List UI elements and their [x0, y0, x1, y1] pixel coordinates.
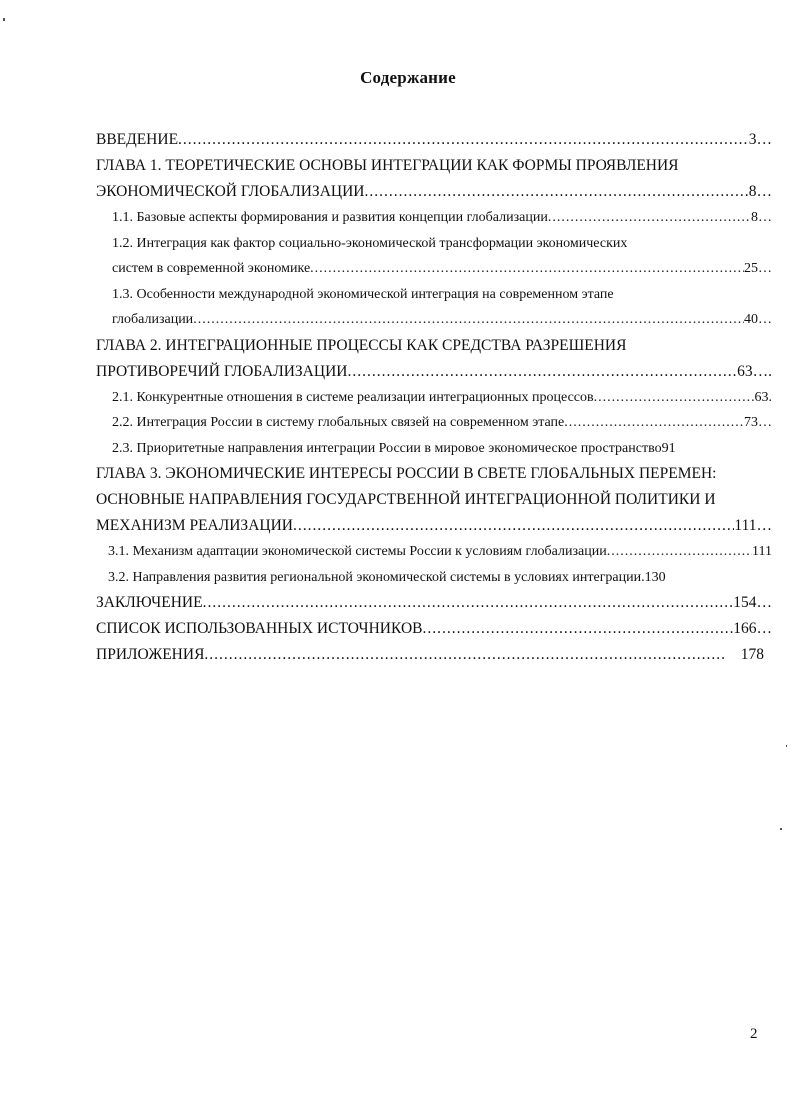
toc-page-number: 3… — [748, 131, 772, 148]
toc-entry-text: ВВЕДЕНИЕ — [96, 131, 179, 148]
toc-entry-section-1-3-line1[interactable] — [96, 282, 772, 308]
toc-entry-chapter2[interactable] — [96, 359, 772, 385]
toc-entry-section-3-1[interactable] — [96, 539, 772, 565]
toc-entry-conclusion[interactable] — [96, 590, 772, 616]
toc-entry-text: СПИСОК ИСПОЛЬЗОВАННЫХ ИСТОЧНИКОВ — [96, 620, 423, 637]
toc-entry-section-2-1[interactable] — [96, 385, 772, 411]
toc-page-number: 63…. — [737, 362, 772, 380]
leader-dots — [364, 179, 748, 205]
scan-speck — [780, 828, 782, 830]
toc-entry-section-1-3[interactable] — [96, 307, 772, 333]
leader-dots — [564, 410, 744, 436]
toc-entry-text: ПРОТИВОРЕЧИЙ ГЛОБАЛИЗАЦИИ — [96, 362, 348, 380]
toc-entry-chapter3-line1[interactable] — [96, 461, 772, 487]
toc-page-number: 111 — [752, 544, 772, 559]
toc-entry-chapter3[interactable] — [96, 513, 772, 539]
toc-entry-text: 3.2. Направления развития региональной экономической системы в условиях интеграции — [108, 569, 642, 585]
toc-page-number: 63. — [754, 389, 772, 405]
toc-page-number: 25… — [744, 261, 772, 276]
toc-entry-text: глобализации — [112, 312, 194, 327]
toc-entry-text: ПРИЛОЖЕНИЯ — [96, 646, 205, 663]
toc-page-number: 111… — [734, 517, 772, 534]
toc-entry-section-3-2[interactable] — [96, 565, 772, 591]
toc-entry-text: ЭКОНОМИЧЕСКОЙ ГЛОБАЛИЗАЦИИ — [96, 183, 365, 200]
toc-entry-text: систем в современной экономике — [112, 261, 311, 276]
toc-page-number: 91 — [661, 440, 676, 456]
toc-page-number: 178 — [740, 646, 764, 663]
toc-entry-text: 1.1. Базовые аспекты формирования и развития концепции глобализации — [112, 210, 548, 225]
toc-entry-section-2-2[interactable] — [96, 410, 772, 436]
toc-entry-intro[interactable] — [96, 127, 772, 153]
toc-entry-text: ГЛАВА 3. ЭКОНОМИЧЕСКИЕ ИНТЕРЕСЫ РОССИИ В СВЕТЕ ГЛОБАЛЬНЫХ ПЕРЕМЕН: — [96, 465, 717, 482]
toc-entry-text: МЕХАНИЗМ РЕАЛИЗАЦИИ — [96, 517, 293, 534]
toc-entry-text: ЗАКЛЮЧЕНИЕ — [96, 594, 203, 611]
leader-dots — [422, 616, 733, 642]
toc-entry-section-1-2[interactable] — [96, 256, 772, 282]
leader-dots — [178, 127, 749, 153]
toc-entry-text: 2.3. Приоритетные направления интеграции России в мировое экономическое пространство — [112, 440, 662, 456]
toc-entry-text: 1.2. Интеграция как фактор социально-экономической трансформации экономических — [112, 235, 628, 251]
toc-entry-sources[interactable] — [96, 616, 772, 642]
toc-entry-chapter1-line1[interactable] — [96, 153, 772, 179]
leader-dots — [548, 205, 751, 231]
scan-speck — [3, 18, 5, 21]
toc-entry-text: ГЛАВА 2. ИНТЕГРАЦИОННЫЕ ПРОЦЕССЫ КАК СРЕДСТВА РАЗРЕШЕНИЯ — [96, 336, 627, 354]
toc-page-number: 73… — [744, 415, 772, 430]
leader-dots — [293, 513, 734, 539]
toc-entry-text: 2.2. Интеграция России в систему глобальных связей на современном этапе — [112, 415, 565, 430]
leader-dots — [607, 539, 752, 565]
toc-page-number: 40… — [744, 312, 772, 327]
toc-entry-text: 1.3. Особенности международной экономической интеграция на современном этапе — [112, 286, 614, 302]
toc-page-number: 8… — [748, 183, 772, 200]
toc-entry-appendix[interactable] — [96, 642, 772, 668]
leader-dots — [347, 359, 737, 385]
leader-dots — [193, 307, 744, 333]
toc-entry-chapter3-line2[interactable] — [96, 487, 772, 513]
table-of-contents — [96, 127, 772, 668]
toc-entry-section-1-2-line1[interactable] — [96, 231, 772, 257]
toc-entry-section-2-3[interactable] — [96, 436, 772, 462]
toc-page-number: .130 — [641, 569, 666, 585]
scan-speck — [786, 745, 787, 747]
leader-dots — [204, 642, 726, 668]
toc-entry-text: 3.1. Механизм адаптации экономической системы России к условиям глобализации — [108, 544, 607, 559]
toc-entry-section-1-1[interactable] — [96, 205, 772, 231]
page-number: 2 — [750, 1026, 758, 1042]
toc-entry-text: ГЛАВА 1. ТЕОРЕТИЧЕСКИЕ ОСНОВЫ ИНТЕГРАЦИИ КАК ФОРМЫ ПРОЯВЛЕНИЯ — [96, 157, 679, 174]
leader-dots — [203, 590, 734, 616]
toc-page-number: 166… — [733, 620, 772, 637]
leader-dots — [594, 385, 755, 411]
toc-entry-chapter2-line1[interactable] — [96, 333, 772, 359]
toc-entry-text: 2.1. Конкурентные отношения в системе реализации интеграционных процессов — [112, 389, 594, 405]
leader-dots — [310, 256, 744, 282]
toc-entry-chapter1[interactable] — [96, 179, 772, 205]
toc-page-number: 154… — [733, 594, 772, 611]
page-title: Содержание — [360, 68, 456, 87]
toc-entry-text: ОСНОВНЫЕ НАПРАВЛЕНИЯ ГОСУДАРСТВЕННОЙ ИНТЕГРАЦИОННОЙ ПОЛИТИКИ И — [96, 491, 716, 508]
toc-page-number: 8… — [751, 210, 772, 225]
